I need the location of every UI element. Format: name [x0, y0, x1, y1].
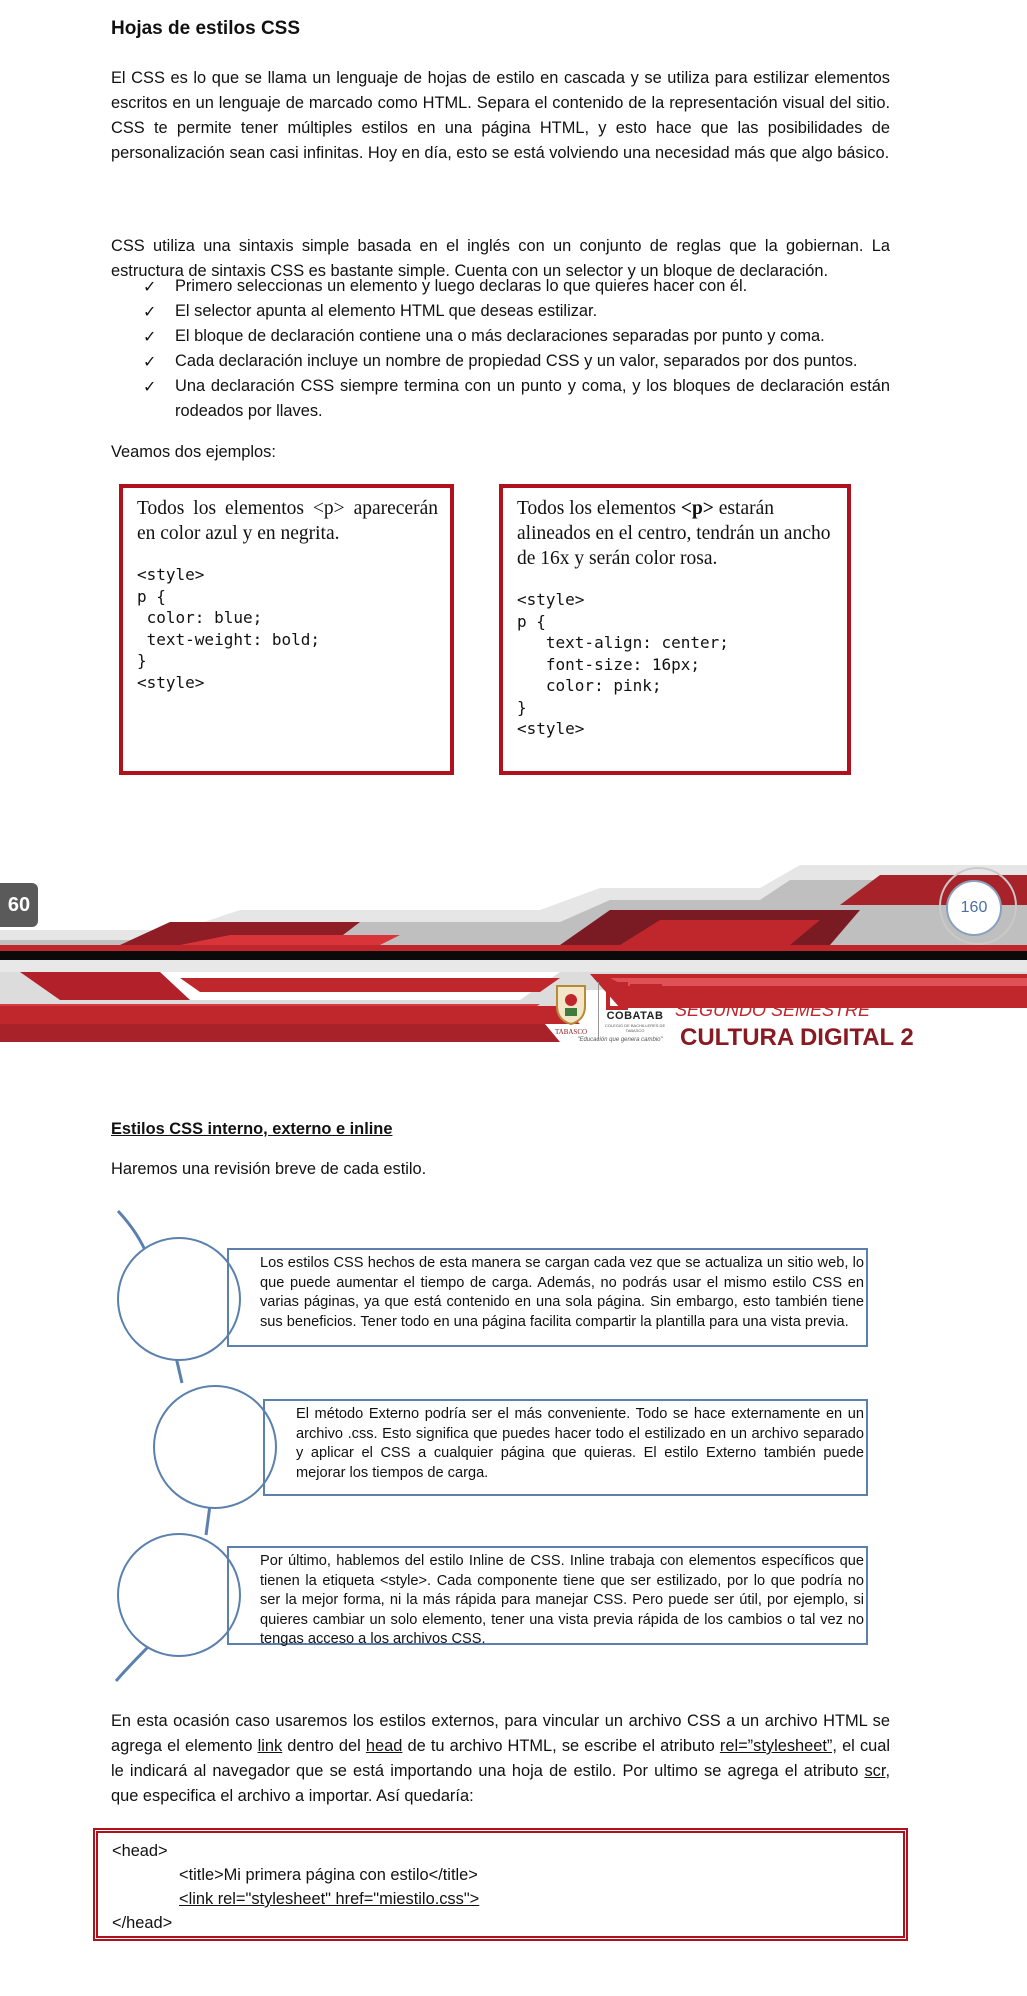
examples-intro: Veamos dos ejemplos: [111, 443, 276, 461]
syntax-rules-list [143, 274, 890, 424]
code-snippet: <style> p { text-align: center; font-size: 16px; color: pink; } <style> [517, 590, 729, 738]
external-style-card: El método Externo podría ser el más conveniente. Todo se hace externamente en un archivo .css. Esto significa que puedes hacer todo el estilizado en un archivo separado y aplicar el CSS a cualquier página que quieras. El estilo Externo también puede mejorar los tiempos de carga. [263, 1399, 868, 1496]
list-item: ✓ El selector apunta al elemento HTML que deseas estilizar. [175, 299, 890, 324]
logo-text: COBATAB [606, 1010, 664, 1022]
inline-style-card: Por último, hablemos del estilo Inline de CSS. Inline trabaja con elementos específicos que tienen la etiqueta <style>. Cada componente tiene que ser estilizado, por lo que podría no ser la mejor forma, ni la más rápida para manejar CSS. Pero puede ser útil, por ejemplo, si quieres cambiar un solo elemento, tener una vista previa rápida de los cambios o tal vez no tengas acceso a los archivos CSS. [227, 1546, 868, 1645]
list-item: ✓ Una declaración CSS siempre termina con un punto y coma, y los bloques de declaración están rodeados por llaves. [175, 374, 890, 424]
timeline-node [117, 1237, 241, 1361]
code-line: </head> [112, 1914, 173, 1932]
check-icon: ✓ [143, 277, 157, 296]
code-line: <link rel="stylesheet" href="miestilo.css"> [179, 1890, 480, 1908]
semester-label: SEGUNDO SEMESTRE [675, 1000, 871, 1020]
page-footer-decoration [0, 850, 1027, 960]
check-icon: ✓ [143, 327, 157, 346]
timeline-node [153, 1385, 277, 1509]
example-description: Todos los elementos <p> estarán alineados en el centro, tendrán un ancho de 16x y serán color rosa. [517, 498, 831, 569]
section-intro: Haremos una revisión breve de cada estilo. [111, 1160, 427, 1178]
logo-divider [598, 982, 599, 1040]
check-icon: ✓ [143, 377, 157, 396]
code-snippet: <style> p { color: blue; text-weight: bold; } <style> [137, 565, 321, 692]
timeline-node [117, 1533, 241, 1657]
list-item: ✓ Cada declaración incluye un nombre de propiedad CSS y un valor, separados por dos puntos. [175, 349, 890, 374]
state-name: TABASCO [554, 1028, 588, 1036]
state-shield-icon [554, 982, 588, 1026]
course-title: CULTURA DIGITAL 2 [680, 1024, 914, 1051]
section-heading: Estilos CSS interno, externo e inline [111, 1120, 393, 1138]
previous-page-number-tab: 60 [0, 883, 38, 927]
logo-subtext: COLEGIO DE BACHILLERES DE TABASCO [604, 1023, 666, 1033]
slogan: "Educación que genera cambio" [577, 1037, 663, 1043]
internal-style-card: Los estilos CSS hechos de esta manera se cargan cada vez que se actualiza un sitio web, lo que puede aumentar el tiempo de carga. Además, no podrás usar el mismo estilo CSS en varias páginas, ya que está contenido en una sola página. Sin embargo, esto también tiene sus beneficios. Tener todo en una página facilita compartir la plantilla para una vista previa. [227, 1248, 868, 1347]
code-line: <title>Mi primera página con estilo</title> [179, 1866, 478, 1884]
cobatab-logo-icon [606, 982, 664, 1010]
page-number-badge: 160 [946, 880, 1002, 936]
list-item: ✓ El bloque de declaración contiene una o más declaraciones separadas por punto y coma. [175, 324, 890, 349]
example-box-2 [499, 484, 851, 775]
example-box-1 [119, 484, 454, 775]
html-code-example [93, 1828, 908, 1941]
example-description: Todos los elementos <p> aparecerán en color azul y en negrita. [137, 498, 438, 544]
syntax-paragraph: CSS utiliza una sintaxis simple basada en el inglés con un conjunto de reglas que la gobiernan. La estructura de sintaxis CSS es bastante simple. Cuenta con un selector y un bloque de declaración. [111, 237, 890, 280]
section-heading: Hojas de estilos CSS [111, 18, 301, 39]
intro-paragraph: El CSS es lo que se llama un lenguaje de hojas de estilo en cascada y se utiliza para estilizar elementos escritos en un lenguaje de marcado como HTML. Separa el contenido de la representación visual del sitio. CSS te permite tener múltiples estilos en una página HTML, y esto hace que las posibilidades de personalización sean casi infinitas. Hoy en día, esto se está volviendo una necesidad más que algo básico. [111, 69, 890, 162]
external-css-paragraph: En esta ocasión caso usaremos los estilos externos, para vincular un archivo CSS a un archivo HTML se agrega el elemento link dentro del head de tu archivo HTML, se escribe el atributo rel=”stylesheet”, el cual le indicará al navegador que se está importando una hoja de estilo. Por ultimo se agrega el atributo scr, que especifica el archivo a importar. Así quedaría: [111, 1712, 891, 1805]
list-item: ✓ Primero seleccionas un elemento y luego declaras lo que quieres hacer con él. [175, 274, 890, 299]
check-icon: ✓ [143, 302, 157, 321]
code-line: <head> [112, 1842, 168, 1860]
check-icon: ✓ [143, 352, 157, 371]
